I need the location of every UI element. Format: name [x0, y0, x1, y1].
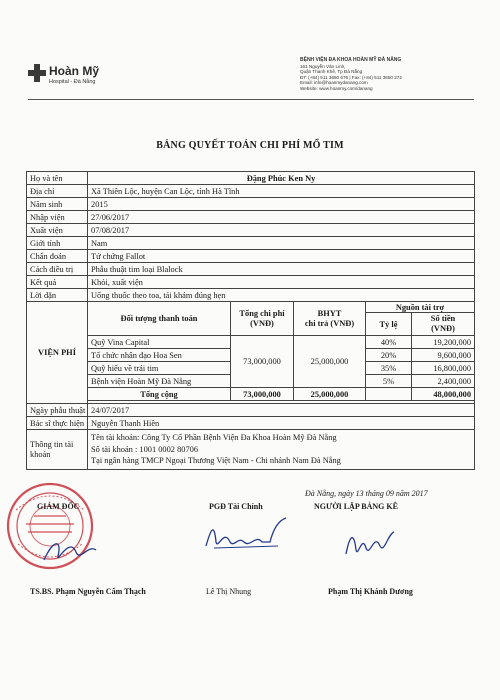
- col-total-line1: Tổng chi phí: [239, 308, 285, 318]
- col-funding: Nguồn tài trợ: [366, 302, 475, 313]
- diagnosis: Tứ chứng Fallot: [88, 250, 475, 263]
- field-label: Kết quả: [27, 276, 88, 289]
- field-label: Cách điều trị: [27, 263, 88, 276]
- patient-name: Đặng Phúc Ken Ny: [88, 172, 475, 185]
- col-bhyt-line1: BHYT: [317, 308, 342, 318]
- sum-total: 73,000,000: [231, 388, 294, 401]
- account-number: Số tài khoản : 1001 0002 80706: [91, 444, 199, 454]
- field-label: Chẩn đoán: [27, 250, 88, 263]
- preparer-signature-icon: [340, 524, 400, 562]
- funder-amount: 2,400,000: [412, 375, 475, 388]
- fees-section-label: VIỆN PHÍ: [27, 302, 88, 404]
- table-row: [27, 185, 475, 198]
- surgeon: Nguyễn Thanh Hiền: [88, 417, 475, 430]
- col-total-line2: (VNĐ): [250, 318, 274, 328]
- total-cost: 73,000,000: [231, 336, 294, 388]
- account-row: [27, 430, 475, 470]
- funder-name: Quỹ hiếu về trái tim: [88, 362, 231, 375]
- patient-address: Xã Thiên Lộc, huyện Can Lộc, tỉnh Hà Tĩnh: [88, 185, 475, 198]
- director-signature-icon: [40, 530, 100, 570]
- table-row: [27, 276, 475, 289]
- fees-sum-row: [27, 388, 475, 401]
- sum-ratio-empty: [366, 388, 412, 401]
- account-details: [88, 430, 475, 470]
- field-label: Lời dặn: [27, 289, 88, 302]
- sum-bhyt: 25,000,000: [294, 388, 366, 401]
- funder-ratio: 20%: [366, 349, 412, 362]
- finance-role: PGĐ Tài Chính: [209, 502, 263, 511]
- finance-name: Lê Thị Nhung: [206, 587, 252, 596]
- table-row: [27, 250, 475, 263]
- discharge-date: 07/08/2017: [88, 224, 475, 237]
- logo-subtitle: Hospital - Đà Nẵng: [49, 79, 96, 85]
- table-row: [27, 289, 475, 302]
- hospital-logo: [28, 62, 108, 94]
- table-row: [27, 263, 475, 276]
- finance-signature-icon: [200, 512, 290, 554]
- field-label: Ngày phẫu thuật: [27, 404, 88, 417]
- field-label: Địa chỉ: [27, 185, 88, 198]
- account-label-line2: khoản: [30, 449, 51, 459]
- treatment: Phẫu thuật tim loại Blalock: [88, 263, 475, 276]
- col-amount-line1: Số tiền: [430, 314, 456, 323]
- table-row: [27, 404, 475, 417]
- field-label: Nhập viện: [27, 211, 88, 224]
- sign-date: Đà Nẵng, ngày 13 tháng 09 năm 2017: [305, 489, 428, 498]
- hospital-address-1: 161 Nguyễn Văn Linh,: [300, 63, 346, 69]
- col-bhyt: [294, 302, 366, 336]
- sum-amount: 48,000,000: [412, 388, 475, 401]
- bhyt-paid: 25,000,000: [294, 336, 366, 388]
- col-ratio: Tỷ lệ: [366, 313, 412, 336]
- funder-ratio: 40%: [366, 336, 412, 349]
- sum-label: Tổng cộng: [88, 388, 231, 401]
- hospital-address-2: Quận Thanh Khê, Tp Đà Nẵng: [300, 69, 363, 75]
- birth-year: 2015: [88, 198, 475, 211]
- field-label: Năm sinh: [27, 198, 88, 211]
- col-total: [231, 302, 294, 336]
- logo-brand: Hoàn Mỹ: [49, 64, 100, 78]
- account-label: [27, 430, 88, 470]
- funder-amount: 9,600,000: [412, 349, 475, 362]
- table-row: [27, 211, 475, 224]
- director-role: GIÁM ĐỐC: [37, 502, 80, 511]
- preparer-name: Phạm Thị Khánh Dương: [328, 587, 413, 596]
- preparer-role: NGƯỜI LẬP BẢNG KÊ: [314, 502, 398, 511]
- result: Khỏi, xuất viện: [88, 276, 475, 289]
- hospital-phone: ĐT: (+84) 511 3650 676 | Fax: (+84) 511 3650 272: [300, 74, 402, 80]
- account-holder: Tên tài khoản: Công Ty Cổ Phần Bệnh Viện Đa Khoa Hoàn Mỹ Đà Nẵng: [91, 433, 337, 443]
- medical-cross-icon: [28, 64, 46, 82]
- funder-name: Quỹ Vina Capital: [88, 336, 231, 349]
- hospital-name: BỆNH VIỆN ĐA KHOA HOÀN MỸ ĐÀ NẴNG: [300, 57, 402, 63]
- advice: Uống thuốc theo toa, tái khám đúng hẹn: [88, 289, 475, 302]
- director-name: TS.BS. Phạm Nguyễn Cẩm Thạch: [30, 587, 146, 596]
- funder-amount: 19,200,000: [412, 336, 475, 349]
- fees-header-row: [27, 302, 475, 313]
- account-bank: Tại ngân hàng TMCP Ngoại Thương Việt Nam - Chi nhánh Nam Đà Nẵng: [91, 456, 341, 466]
- header-divider: [28, 99, 474, 100]
- funder-ratio: 35%: [366, 362, 412, 375]
- funder-ratio: 5%: [366, 375, 412, 388]
- field-label: Bác sĩ thực hiện: [27, 417, 88, 430]
- account-label-line1: Thông tin tài: [30, 439, 74, 449]
- funder-amount: 16,800,000: [412, 362, 475, 375]
- table-row: [27, 198, 475, 211]
- document-title: BẢNG QUYẾT TOÁN CHI PHÍ MỔ TIM: [156, 140, 344, 151]
- field-label: Giới tính: [27, 237, 88, 250]
- funder-name: Bệnh viện Hoàn Mỹ Đà Nẵng: [88, 375, 231, 388]
- table-row: [27, 336, 475, 349]
- col-amount-line2: (VNĐ): [431, 324, 455, 333]
- settlement-table: [26, 171, 475, 470]
- hospital-website: Website: www.hoanmy.com/danang: [300, 85, 373, 91]
- admit-date: 27/06/2017: [88, 211, 475, 224]
- hospital-email: Email: info@hoanmydanang.com: [300, 80, 368, 86]
- table-row: [27, 417, 475, 430]
- hospital-contact-info: [300, 58, 490, 92]
- funder-name: Tổ chức nhân đạo Hoa Sen: [88, 349, 231, 362]
- col-object: Đối tượng thanh toán: [88, 302, 231, 336]
- field-label: Xuất viện: [27, 224, 88, 237]
- table-row: [27, 172, 475, 185]
- table-row: [27, 224, 475, 237]
- field-label: Họ và tên: [27, 172, 88, 185]
- gender: Nam: [88, 237, 475, 250]
- col-bhyt-line2: chi trả (VNĐ): [304, 318, 355, 328]
- col-amount: [412, 313, 475, 336]
- surgery-date: 24/07/2017: [88, 404, 475, 417]
- table-row: [27, 237, 475, 250]
